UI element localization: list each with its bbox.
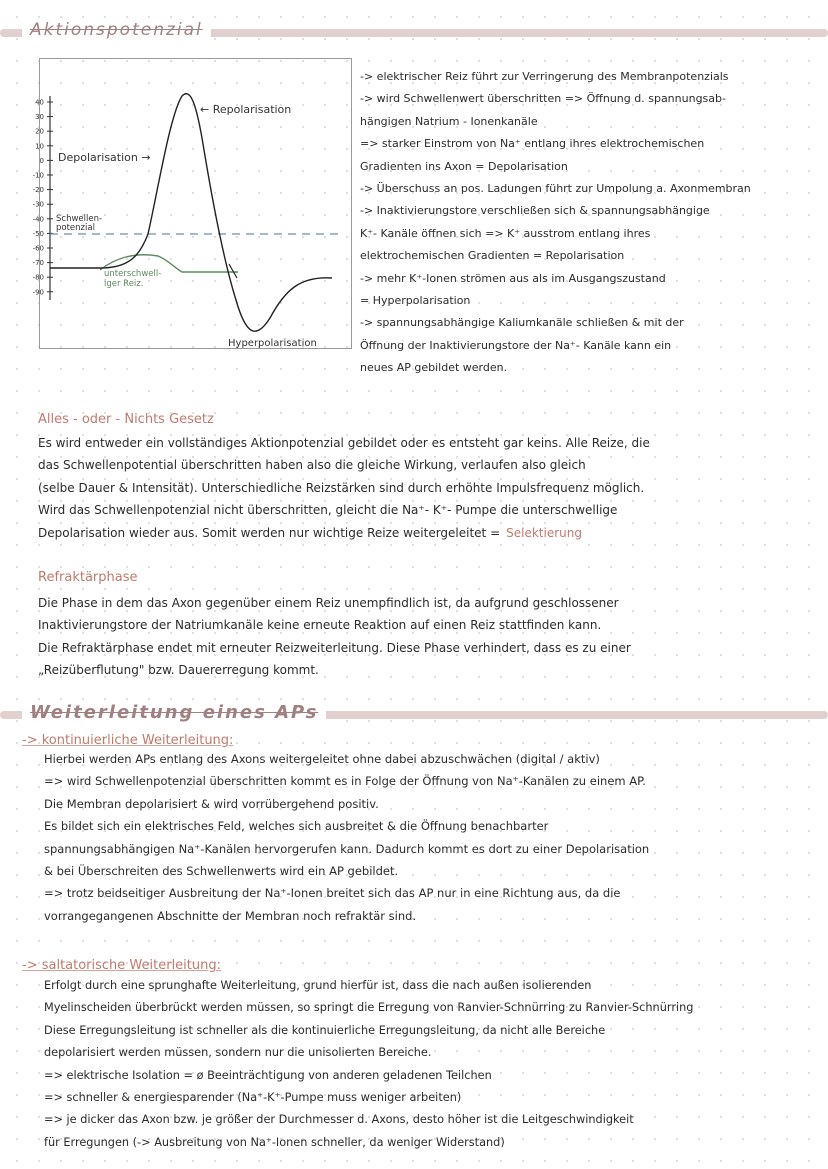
text-line-part: Depolarisation wieder aus. Somit werden nur wichtige Reize weitergeleitet = [38,525,501,540]
text-line: Diese Erregungsleitung ist schneller als die kontinuierliche Erregungsleitung, da nicht alle Bereiche [44,1023,606,1037]
text-line: Die Refraktärphase endet mit erneuter Reizweiterleitung. Diese Phase verhindert, dass es zu einer [38,640,631,655]
section-header-weiterleitung [0,700,828,730]
text-line: Hierbei werden APs entlang des Axons weitergeleitet ohne dabei abzuschwächen (digital / aktiv) [44,752,600,766]
right-notes [360,66,751,380]
text-line: elektrochemischen Gradienten = Repolarisation [360,249,625,263]
text-line: Öffnung der Inaktivierungstore der Na⁺- Kanäle kann ein [360,338,672,352]
text-line: Es bildet sich ein elektrisches Feld, welches sich ausbreitet & die Öffnung benachbarter [44,819,549,834]
text-line: Myelinscheiden überbrückt werden müssen, so springt die Erregung von Ranvier-Schnürring zu Ranvier-Schnürring [44,1001,694,1015]
title-alles-oder-nichts: Alles - oder - Nichts Gesetz [38,412,214,427]
label-hyperpolarisation: Hyperpolarisation [228,338,317,349]
text-line: hängigen Natrium - Ionenkanäle [360,114,538,128]
highlight-selektierung: Selektierung [506,525,582,540]
y-tick-label: -30 [32,200,44,209]
text-line: & bei Überschreiten des Schwellenwerts wird ein AP gebildet. [44,864,399,879]
text-line: vorrangegangenen Abschnitte der Membran noch refraktär sind. [44,908,417,923]
text-line: -> Überschuss an pos. Ladungen führt zur Umpolung a. Axonmembran [360,182,751,196]
text-line: => elektrische Isolation = ø Beeinträchtigung von anderen geladenen Teilchen [44,1068,492,1082]
title-refraktaerphase: Refraktärphase [38,570,138,585]
text-line: für Erregungen (-> Ausbreitung von Na⁺-Ionen schneller, da weniger Widerstand) [44,1135,505,1149]
y-tick-label: -10 [32,171,44,180]
label-schwellenpotenzial-1: Schwellen- [56,214,103,224]
label-schwellenpotenzial-2: potenzial [56,223,95,233]
label-repolarisation: ← Repolarisation [200,103,292,116]
action-potential-curve [50,94,332,332]
y-tick-label: -90 [32,288,44,297]
y-tick-label: -20 [32,186,44,195]
text-line: => trotz beidseitiger Ausbreitung der Na⁺-Ionen breitet sich das AP nur in eine Richtung aus, da die [44,886,621,901]
text-line: Gradienten ins Axon = Depolarisation [360,159,568,173]
saltatorisch-body [44,975,693,1154]
y-tick-label: 0 [39,156,44,165]
text-line: Es wird entweder ein vollständiges Aktionpotenzial gebildet oder es entsteht gar keins. Alle Reize, die [38,436,650,450]
y-tick-label: 20 [35,127,44,136]
text-line: (selbe Dauer & Intensität). Unterschiedliche Reizstärken sind durch erhöhte Impulsfrequenz möglich. [38,480,645,495]
text-line: => wird Schwellenpotenzial überschritten kommt es in Folge der Öffnung von Na⁺-Kanälen zu einem AP. [44,774,646,789]
y-tick-label: 30 [35,113,44,122]
text-line: Inaktivierungstore der Natriumkanäle keine erneute Reaktion auf einen Reiz stattfinden kann. [38,618,602,633]
text-line: = Hyperpolarisation [360,294,471,308]
y-tick-label: -50 [32,229,44,238]
text-line: Wird das Schwellenpotenzial nicht überschritten, gleicht die Na⁺- K⁺- Pumpe die unterschwellige [38,503,618,518]
y-tick-label: -60 [32,244,44,253]
refraktaerphase-body [38,592,631,682]
y-tick-label: -80 [32,273,44,282]
text-line: -> wird Schwellenwert überschritten => Öffnung d. spannungsab- [360,92,726,106]
text-line: „Reizüberflutung" bzw. Dauererregung kommt. [38,663,319,678]
text-line: neues AP gebildet werden. [360,361,508,375]
title-saltatorisch: -> saltatorische Weiterleitung: [22,958,221,973]
text-line: depolarisiert werden müssen, sondern nur die unisolierten Bereiche. [44,1046,432,1060]
y-tick-label: -70 [32,259,44,268]
text-line: -> mehr K⁺-Ionen strömen aus als im Ausgangszustand [360,271,666,285]
header-title: Aktionspotenzial [22,20,211,40]
label-unterschwellig-2: iger Reiz. [104,279,144,289]
threshold-tick [229,264,237,278]
text-line: -> elektrischer Reiz führt zur Verringerung des Membranpotenzials [360,70,729,83]
alles-oder-nichts-body [38,432,650,544]
text-line: -> spannungsabhängige Kaliumkanäle schließen & mit der [360,316,684,330]
y-tick-label: 40 [35,98,44,107]
text-line: => schneller & energiesparender (Na⁺-K⁺-Pumpe muss weniger arbeiten) [44,1091,462,1105]
y-tick-label: -40 [32,215,44,224]
header-title: Weiterleitung eines APs [22,702,326,723]
text-line: => je dicker das Axon bzw. je größer der Durchmesser d. Axons, desto höher ist die Leitgeschwindigkeit [44,1113,634,1127]
text-line-with-highlight [38,522,650,544]
text-line: das Schwellenpotential überschritten haben also die gleiche Wirkung, verlaufen also gleich [38,458,586,473]
text-line: -> Inaktivierungstore verschließen sich & spannungsabhängige [360,204,710,218]
label-depolarisation: Depolarisation → [58,151,151,164]
text-line: Erfolgt durch eine sprunghafte Weiterleitung, grund hierfür ist, dass die nach außen isolierenden [44,979,592,992]
text-line: K⁺- Kanäle öffnen sich => K⁺ ausstrom entlang ihres [360,226,651,240]
text-line: spannungsabhängigen Na⁺-Kanälen hervorgerufen kann. Dadurch kommt es dort zu einer Depolarisation [44,841,650,856]
text-line: Die Phase in dem das Axon gegenüber einem Reiz unempfindlich ist, da aufgrund geschlossener [38,596,619,610]
title-kontinuierlich: -> kontinuierliche Weiterleitung: [22,733,234,748]
kontinuierlich-body [44,748,649,927]
text-line: => starker Einstrom von Na⁺ entlang ihres elektrochemischen [360,137,705,151]
text-line: Die Membran depolarisiert & wird vorrübergehend positiv. [44,796,379,811]
label-unterschwellig-1: unterschwell- [104,269,162,279]
y-tick-label: 10 [35,142,44,151]
